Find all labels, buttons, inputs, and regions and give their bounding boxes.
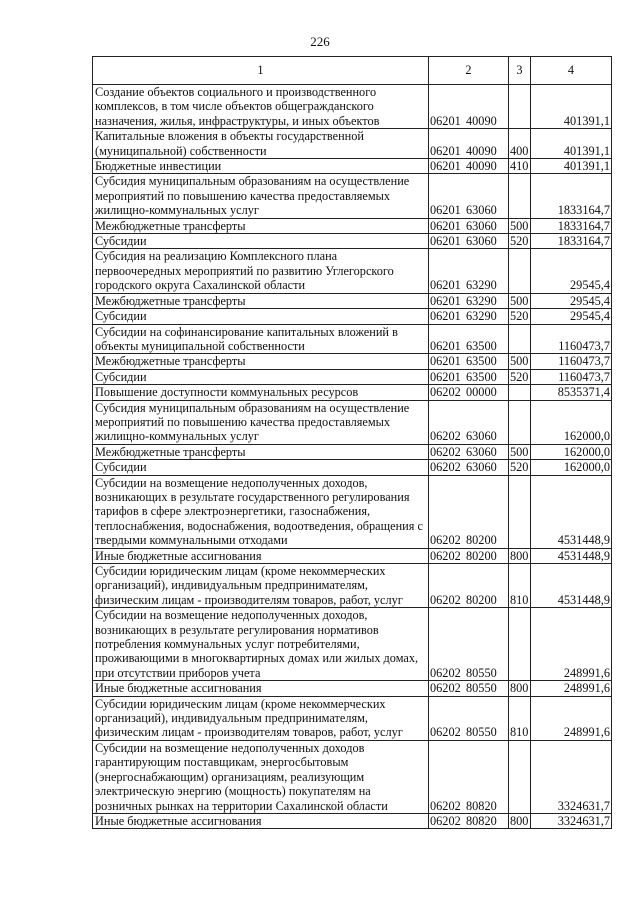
- amount-cell: 162000,0: [531, 400, 612, 444]
- item-name-cell: Субсидия муниципальным образованиям на осуществление мероприятий по повышению качества предоставляемых жилищно-коммунальных услуг: [93, 174, 429, 218]
- program-code: 06202: [430, 798, 461, 813]
- amount-cell: 8535371,4: [531, 385, 612, 400]
- program-code: 06202: [430, 533, 461, 548]
- header-col-1: 1: [93, 57, 429, 85]
- table-body: [93, 85, 612, 829]
- expense-type-cell: [509, 174, 531, 218]
- item-name-cell: Субсидия муниципальным образованиям на осуществление мероприятий по повышению качества предоставляемых жилищно-коммунальных услуг: [93, 400, 429, 444]
- amount-cell: 401391,1: [531, 129, 612, 159]
- table-row: [93, 444, 612, 459]
- item-name-cell: Субсидии на возмещение недополученных доходов гарантирующим поставщикам, энергосбытовым (энергоснабжающим) организациям, реализующим электрическую энергию (мощность) покупателям на розничных рынках на территории Сахалинской области: [93, 740, 429, 813]
- program-code: 06202: [430, 592, 461, 607]
- table-row: [93, 475, 612, 548]
- program-code: 06201: [430, 234, 461, 249]
- item-name-cell: Межбюджетные трансферты: [93, 444, 429, 459]
- item-name-cell: Субсидии: [93, 460, 429, 475]
- expense-type-cell: 500: [509, 218, 531, 233]
- direction-code: 40090: [466, 113, 497, 128]
- target-article-cell: [429, 369, 509, 384]
- target-article-cell: [429, 249, 509, 293]
- table-row: [93, 460, 612, 475]
- amount-cell: 1833164,7: [531, 218, 612, 233]
- item-name-cell: Межбюджетные трансферты: [93, 218, 429, 233]
- table-row: [93, 548, 612, 563]
- item-name-cell: Субсидии: [93, 234, 429, 249]
- amount-cell: 29545,4: [531, 293, 612, 308]
- expense-type-cell: 410: [509, 159, 531, 174]
- amount-cell: 4531448,9: [531, 548, 612, 563]
- direction-code: 63500: [466, 369, 497, 384]
- item-name-cell: Субсидии: [93, 369, 429, 384]
- item-name-cell: Иные бюджетные ассигнования: [93, 813, 429, 828]
- table-row: [93, 234, 612, 249]
- direction-code: 80550: [466, 725, 497, 740]
- amount-cell: 248991,6: [531, 608, 612, 681]
- program-code: 06201: [430, 354, 461, 369]
- expense-type-cell: [509, 249, 531, 293]
- item-name-cell: Бюджетные инвестиции: [93, 159, 429, 174]
- expense-type-cell: 520: [509, 369, 531, 384]
- table-header: [93, 57, 612, 85]
- target-article-cell: [429, 174, 509, 218]
- item-name-cell: Субсидии юридическим лицам (кроме некоммерческих организаций), индивидуальным предпринимателям, физическим лицам - производителям товаров, работ, услуг: [93, 564, 429, 608]
- expense-type-cell: [509, 324, 531, 354]
- target-article-cell: [429, 354, 509, 369]
- expense-type-cell: 400: [509, 129, 531, 159]
- amount-cell: 1160473,7: [531, 369, 612, 384]
- target-article-cell: [429, 309, 509, 324]
- amount-cell: 29545,4: [531, 309, 612, 324]
- direction-code: 80550: [466, 665, 497, 680]
- program-code: 06202: [430, 429, 461, 444]
- header-col-3: 3: [509, 57, 531, 85]
- direction-code: 63290: [466, 278, 497, 293]
- expense-type-cell: 800: [509, 681, 531, 696]
- table-row: [93, 129, 612, 159]
- amount-cell: 29545,4: [531, 249, 612, 293]
- expense-type-cell: [509, 85, 531, 129]
- direction-code: 63290: [466, 309, 497, 324]
- target-article-cell: [429, 813, 509, 828]
- expense-type-cell: [509, 400, 531, 444]
- table-row: [93, 608, 612, 681]
- amount-cell: 248991,6: [531, 681, 612, 696]
- item-name-cell: Субсидии на возмещение недополученных доходов, возникающих в результате государственного регулирования тарифов в сфере электроэнергетики, газоснабжения, теплоснабжения, водоснабжения, водоотведения, обращения с твердыми коммунальными отходами: [93, 475, 429, 548]
- item-name-cell: Межбюджетные трансферты: [93, 293, 429, 308]
- table-row: [93, 354, 612, 369]
- direction-code: 63060: [466, 460, 497, 475]
- expense-type-cell: [509, 740, 531, 813]
- table-row: [93, 85, 612, 129]
- direction-code: 80200: [466, 533, 497, 548]
- amount-cell: 1833164,7: [531, 174, 612, 218]
- amount-cell: 162000,0: [531, 444, 612, 459]
- target-article-cell: [429, 385, 509, 400]
- table-row: [93, 249, 612, 293]
- table-row: [93, 369, 612, 384]
- header-col-2: 2: [429, 57, 509, 85]
- amount-cell: 3324631,7: [531, 813, 612, 828]
- item-name-cell: Повышение доступности коммунальных ресурсов: [93, 385, 429, 400]
- program-code: 06202: [430, 444, 461, 459]
- amount-cell: 1160473,7: [531, 324, 612, 354]
- program-code: 06201: [430, 143, 461, 158]
- target-article-cell: [429, 740, 509, 813]
- header-col-4: 4: [531, 57, 612, 85]
- program-code: 06201: [430, 113, 461, 128]
- table-row: [93, 159, 612, 174]
- expense-type-cell: 520: [509, 460, 531, 475]
- direction-code: 63500: [466, 338, 497, 353]
- program-code: 06202: [430, 460, 461, 475]
- budget-table: [92, 56, 612, 829]
- table-row: [93, 696, 612, 740]
- expense-type-cell: 810: [509, 696, 531, 740]
- target-article-cell: [429, 85, 509, 129]
- program-code: 06201: [430, 338, 461, 353]
- amount-cell: 162000,0: [531, 460, 612, 475]
- direction-code: 00000: [466, 385, 497, 400]
- amount-cell: 1160473,7: [531, 354, 612, 369]
- expense-type-cell: [509, 475, 531, 548]
- item-name-cell: Субсидии юридическим лицам (кроме некоммерческих организаций), индивидуальным предпринимателям, физическим лицам - производителям товаров, работ, услуг: [93, 696, 429, 740]
- item-name-cell: Субсидия на реализацию Комплексного плана первоочередных мероприятий по развитию Углегорского городского округа Сахалинской области: [93, 249, 429, 293]
- direction-code: 80820: [466, 813, 497, 828]
- program-code: 06201: [430, 203, 461, 218]
- direction-code: 63060: [466, 203, 497, 218]
- item-name-cell: Межбюджетные трансферты: [93, 354, 429, 369]
- amount-cell: 4531448,9: [531, 475, 612, 548]
- direction-code: 63060: [466, 444, 497, 459]
- table-row: [93, 564, 612, 608]
- direction-code: 63060: [466, 429, 497, 444]
- target-article-cell: [429, 444, 509, 459]
- expense-type-cell: [509, 385, 531, 400]
- direction-code: 63060: [466, 234, 497, 249]
- target-article-cell: [429, 564, 509, 608]
- program-code: 06202: [430, 681, 461, 696]
- target-article-cell: [429, 400, 509, 444]
- expense-type-cell: 800: [509, 548, 531, 563]
- direction-code: 40090: [466, 143, 497, 158]
- program-code: 06201: [430, 293, 461, 308]
- item-name-cell: Субсидии: [93, 309, 429, 324]
- table-row: [93, 218, 612, 233]
- program-code: 06202: [430, 725, 461, 740]
- amount-cell: 248991,6: [531, 696, 612, 740]
- item-name-cell: Субсидии на софинансирование капитальных вложений в объекты муниципальной собственности: [93, 324, 429, 354]
- expense-type-cell: 520: [509, 309, 531, 324]
- table-row: [93, 740, 612, 813]
- expense-type-cell: [509, 608, 531, 681]
- expense-type-cell: 800: [509, 813, 531, 828]
- expense-type-cell: 500: [509, 444, 531, 459]
- direction-code: 80200: [466, 592, 497, 607]
- expense-type-cell: 810: [509, 564, 531, 608]
- program-code: 06201: [430, 159, 461, 174]
- table-row: [93, 324, 612, 354]
- program-code: 06201: [430, 369, 461, 384]
- direction-code: 80820: [466, 798, 497, 813]
- table-row: [93, 293, 612, 308]
- expense-type-cell: 500: [509, 354, 531, 369]
- amount-cell: 401391,1: [531, 159, 612, 174]
- table-row: [93, 385, 612, 400]
- target-article-cell: [429, 324, 509, 354]
- program-code: 06201: [430, 218, 461, 233]
- item-name-cell: Субсидии на возмещение недополученных доходов, возникающих в результате регулирования нормативов потребления коммунальных услуг потребителями, проживающими в многоквартирных домах или жилых домах, при отсутствии приборов учета: [93, 608, 429, 681]
- item-name-cell: Иные бюджетные ассигнования: [93, 548, 429, 563]
- target-article-cell: [429, 548, 509, 563]
- page-number: 226: [310, 34, 330, 49]
- target-article-cell: [429, 129, 509, 159]
- target-article-cell: [429, 234, 509, 249]
- table-row: [93, 309, 612, 324]
- target-article-cell: [429, 608, 509, 681]
- amount-cell: 4531448,9: [531, 564, 612, 608]
- expense-type-cell: 520: [509, 234, 531, 249]
- table-row: [93, 174, 612, 218]
- table-row: [93, 813, 612, 828]
- target-article-cell: [429, 681, 509, 696]
- direction-code: 63290: [466, 293, 497, 308]
- program-code: 06202: [430, 813, 461, 828]
- item-name-cell: Иные бюджетные ассигнования: [93, 681, 429, 696]
- expense-type-cell: 500: [509, 293, 531, 308]
- amount-cell: 401391,1: [531, 85, 612, 129]
- target-article-cell: [429, 696, 509, 740]
- target-article-cell: [429, 460, 509, 475]
- header-row: [93, 57, 612, 85]
- direction-code: 80550: [466, 681, 497, 696]
- direction-code: 80200: [466, 548, 497, 563]
- program-code: 06202: [430, 548, 461, 563]
- direction-code: 63500: [466, 354, 497, 369]
- target-article-cell: [429, 293, 509, 308]
- target-article-cell: [429, 159, 509, 174]
- amount-cell: 1833164,7: [531, 234, 612, 249]
- program-code: 06201: [430, 278, 461, 293]
- amount-cell: 3324631,7: [531, 740, 612, 813]
- program-code: 06201: [430, 309, 461, 324]
- table-row: [93, 681, 612, 696]
- program-code: 06202: [430, 385, 461, 400]
- direction-code: 40090: [466, 159, 497, 174]
- program-code: 06202: [430, 665, 461, 680]
- item-name-cell: Капитальные вложения в объекты государственной (муниципальной) собственности: [93, 129, 429, 159]
- direction-code: 63060: [466, 218, 497, 233]
- table-row: [93, 400, 612, 444]
- item-name-cell: Создание объектов социального и производственного комплексов, в том числе объектов общегражданского назначения, жилья, инфраструктуры, и иных объектов: [93, 85, 429, 129]
- target-article-cell: [429, 475, 509, 548]
- target-article-cell: [429, 218, 509, 233]
